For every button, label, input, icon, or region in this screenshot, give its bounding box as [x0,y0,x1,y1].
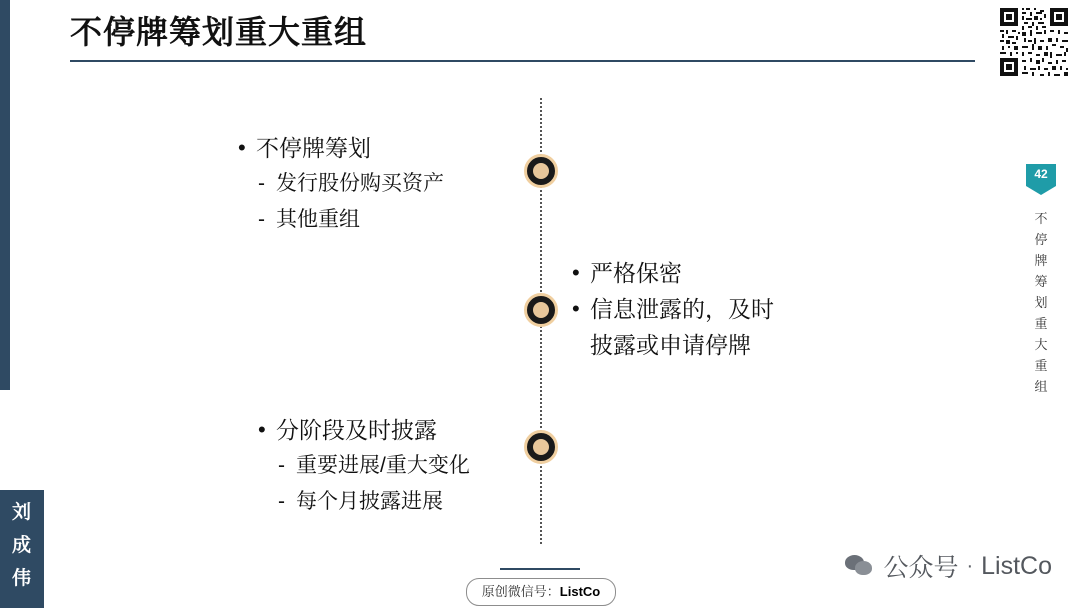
side-char-9: 组 [1034,379,1048,394]
timeline-node-3-core [533,439,549,455]
author-char-2: 成 [11,535,32,556]
title-underline [70,60,975,62]
page-marker [1026,164,1056,186]
footer-rule [500,568,580,570]
wechat-label-cn: 公众号 [883,554,959,582]
side-char-8: 重 [1034,358,1048,373]
qr-code-icon [998,6,1070,78]
bullet-text: 不停牌筹划 [256,135,371,161]
dash-icon: - [278,490,285,513]
timeline-node-3 [524,430,558,464]
author-name [0,496,44,606]
bullet-text: 信息泄露的，及时 [590,296,774,322]
title-block [70,12,970,62]
side-char-5: 划 [1034,295,1048,310]
bullet-item [572,255,774,291]
side-char-6: 重 [1034,316,1048,331]
sub-item [278,448,470,484]
timeline-text-block-3 [258,412,470,520]
bullet-continuation-text: 披露或申请停牌 [590,332,751,358]
footer-tag-name: ListCo [559,584,601,599]
dash-icon: - [258,208,265,231]
timeline-node-2-core [533,302,549,318]
timeline-node-1 [524,154,558,188]
side-vertical-label [1030,208,1052,397]
footer-tag-prefix: 原创微信号： [481,584,560,599]
sub-text: 其他重组 [276,208,360,231]
timeline-node-1-core [533,163,549,179]
dash-icon: - [258,172,265,195]
footer-wechat-tag [466,578,616,606]
dash-icon: - [278,454,285,477]
bullet-item [258,412,470,448]
side-char-4: 筹 [1034,274,1048,289]
wechat-icon [845,554,873,578]
side-char-2: 停 [1034,232,1048,247]
sub-item [258,166,444,202]
bullet-dot-icon: • [572,260,580,285]
bullet-item [238,130,444,166]
wechat-label-en: ListCo [981,551,1052,580]
bullet-dot-icon: • [238,135,246,160]
bullet-item [572,291,774,327]
bullet-dot-icon: • [572,296,580,321]
author-char-1: 刘 [11,502,32,523]
side-char-7: 大 [1034,337,1048,352]
wechat-footer [845,548,1052,584]
sub-text: 每个月披露进展 [296,490,443,513]
sub-item [258,202,444,238]
wechat-separator: · [966,554,974,577]
sub-text: 重要进展/重大变化 [296,454,470,477]
bullet-text: 严格保密 [590,260,682,286]
timeline-text-block-1 [238,130,444,238]
side-char-3: 牌 [1034,253,1048,268]
author-char-3: 伟 [11,568,32,589]
bullet-dot-icon: • [258,417,266,442]
timeline-node-2 [524,293,558,327]
bullet-text: 分阶段及时披露 [276,417,437,443]
sub-text: 发行股份购买资产 [276,172,444,195]
side-char-1: 不 [1034,211,1048,226]
page-title: 不停牌筹划重大重组 [70,14,368,50]
timeline-text-block-2 [572,255,774,363]
page-number-badge: 42 [1026,164,1056,186]
left-accent-bar-top [0,0,10,390]
sub-item [278,484,470,520]
